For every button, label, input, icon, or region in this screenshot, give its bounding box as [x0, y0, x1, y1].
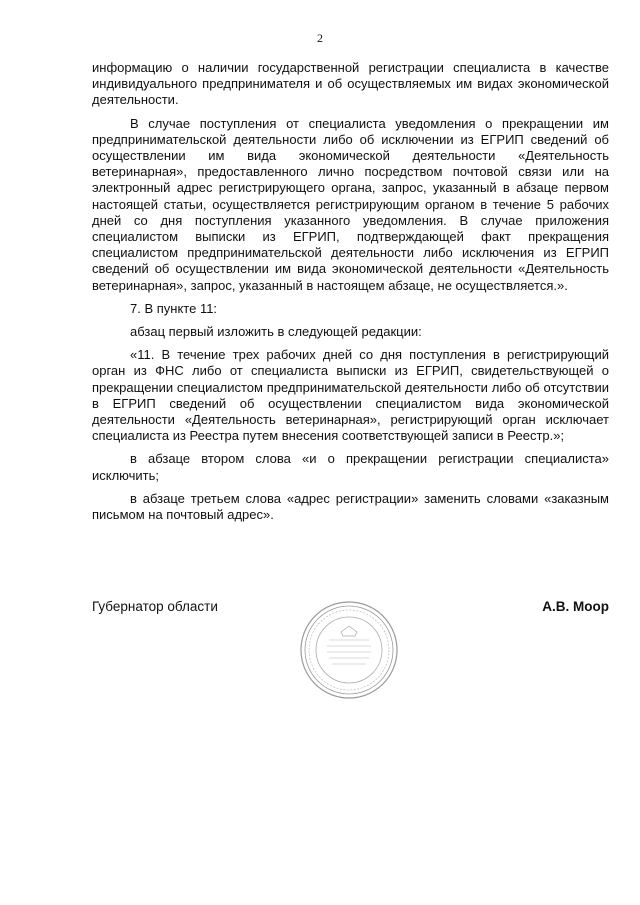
paragraph: абзац первый изложить в следующей редакции: — [130, 324, 422, 340]
document-body — [92, 60, 609, 530]
paragraph: информацию о наличии государственной регистрации специалиста в качестве индивидуального предпринимателя и об осуществляемых им видах экономической деятельности. — [92, 60, 609, 108]
signatory-title: Губернатор области — [92, 599, 218, 614]
paragraph: в абзаце втором слова «и о прекращении регистрации специалиста» исключить; — [92, 451, 609, 483]
official-seal-icon — [299, 600, 399, 700]
paragraph: В случае поступления от специалиста уведомления о прекращении им предпринимательской деятельности либо об исключении из ЕГРИП сведений об осуществлении им вида экономической деятельности «Деятельность ветеринарная», предоставленного лично посредством почтовой связи или на электронный адрес регистрирующего органа, запрос, указанный в абзаце первом настоящей статьи, осуществляется регистрирующим органом в течение 5 рабочих дней со дня поступления указанного уведомления. В случае приложения специалистом выписки из ЕГРИП, подтверждающей факт прекращения специалистом предпринимательской деятельности либо исключения из ЕГРИП сведений об осуществлении им вида экономической деятельности «Деятельность ветеринарная», запрос, указанный в настоящем абзаце, не осуществляется.». — [92, 115, 609, 293]
page-number: 2 — [317, 31, 323, 45]
paragraph: «11. В течение трех рабочих дней со дня поступления в регистрирующий орган из ФНС либо от специалиста выписки из ЕГРИП, свидетельствующей о прекращении специалистом предпринимательской деятельности либо об отсутствии в ЕГРИП сведений об осуществлении специалистом вида экономической деятельности «Деятельность ветеринарная», регистрирующий орган исключает специалиста из Реестра путем внесения соответствующей записи в Реестр.»; — [92, 347, 609, 444]
paragraph: в абзаце третьем слова «адрес регистрации» заменить словами «заказным письмом на почтовый адрес». — [92, 490, 609, 523]
paragraph: 7. В пункте 11: — [130, 300, 218, 316]
signatory-name: А.В. Моор — [542, 599, 609, 614]
